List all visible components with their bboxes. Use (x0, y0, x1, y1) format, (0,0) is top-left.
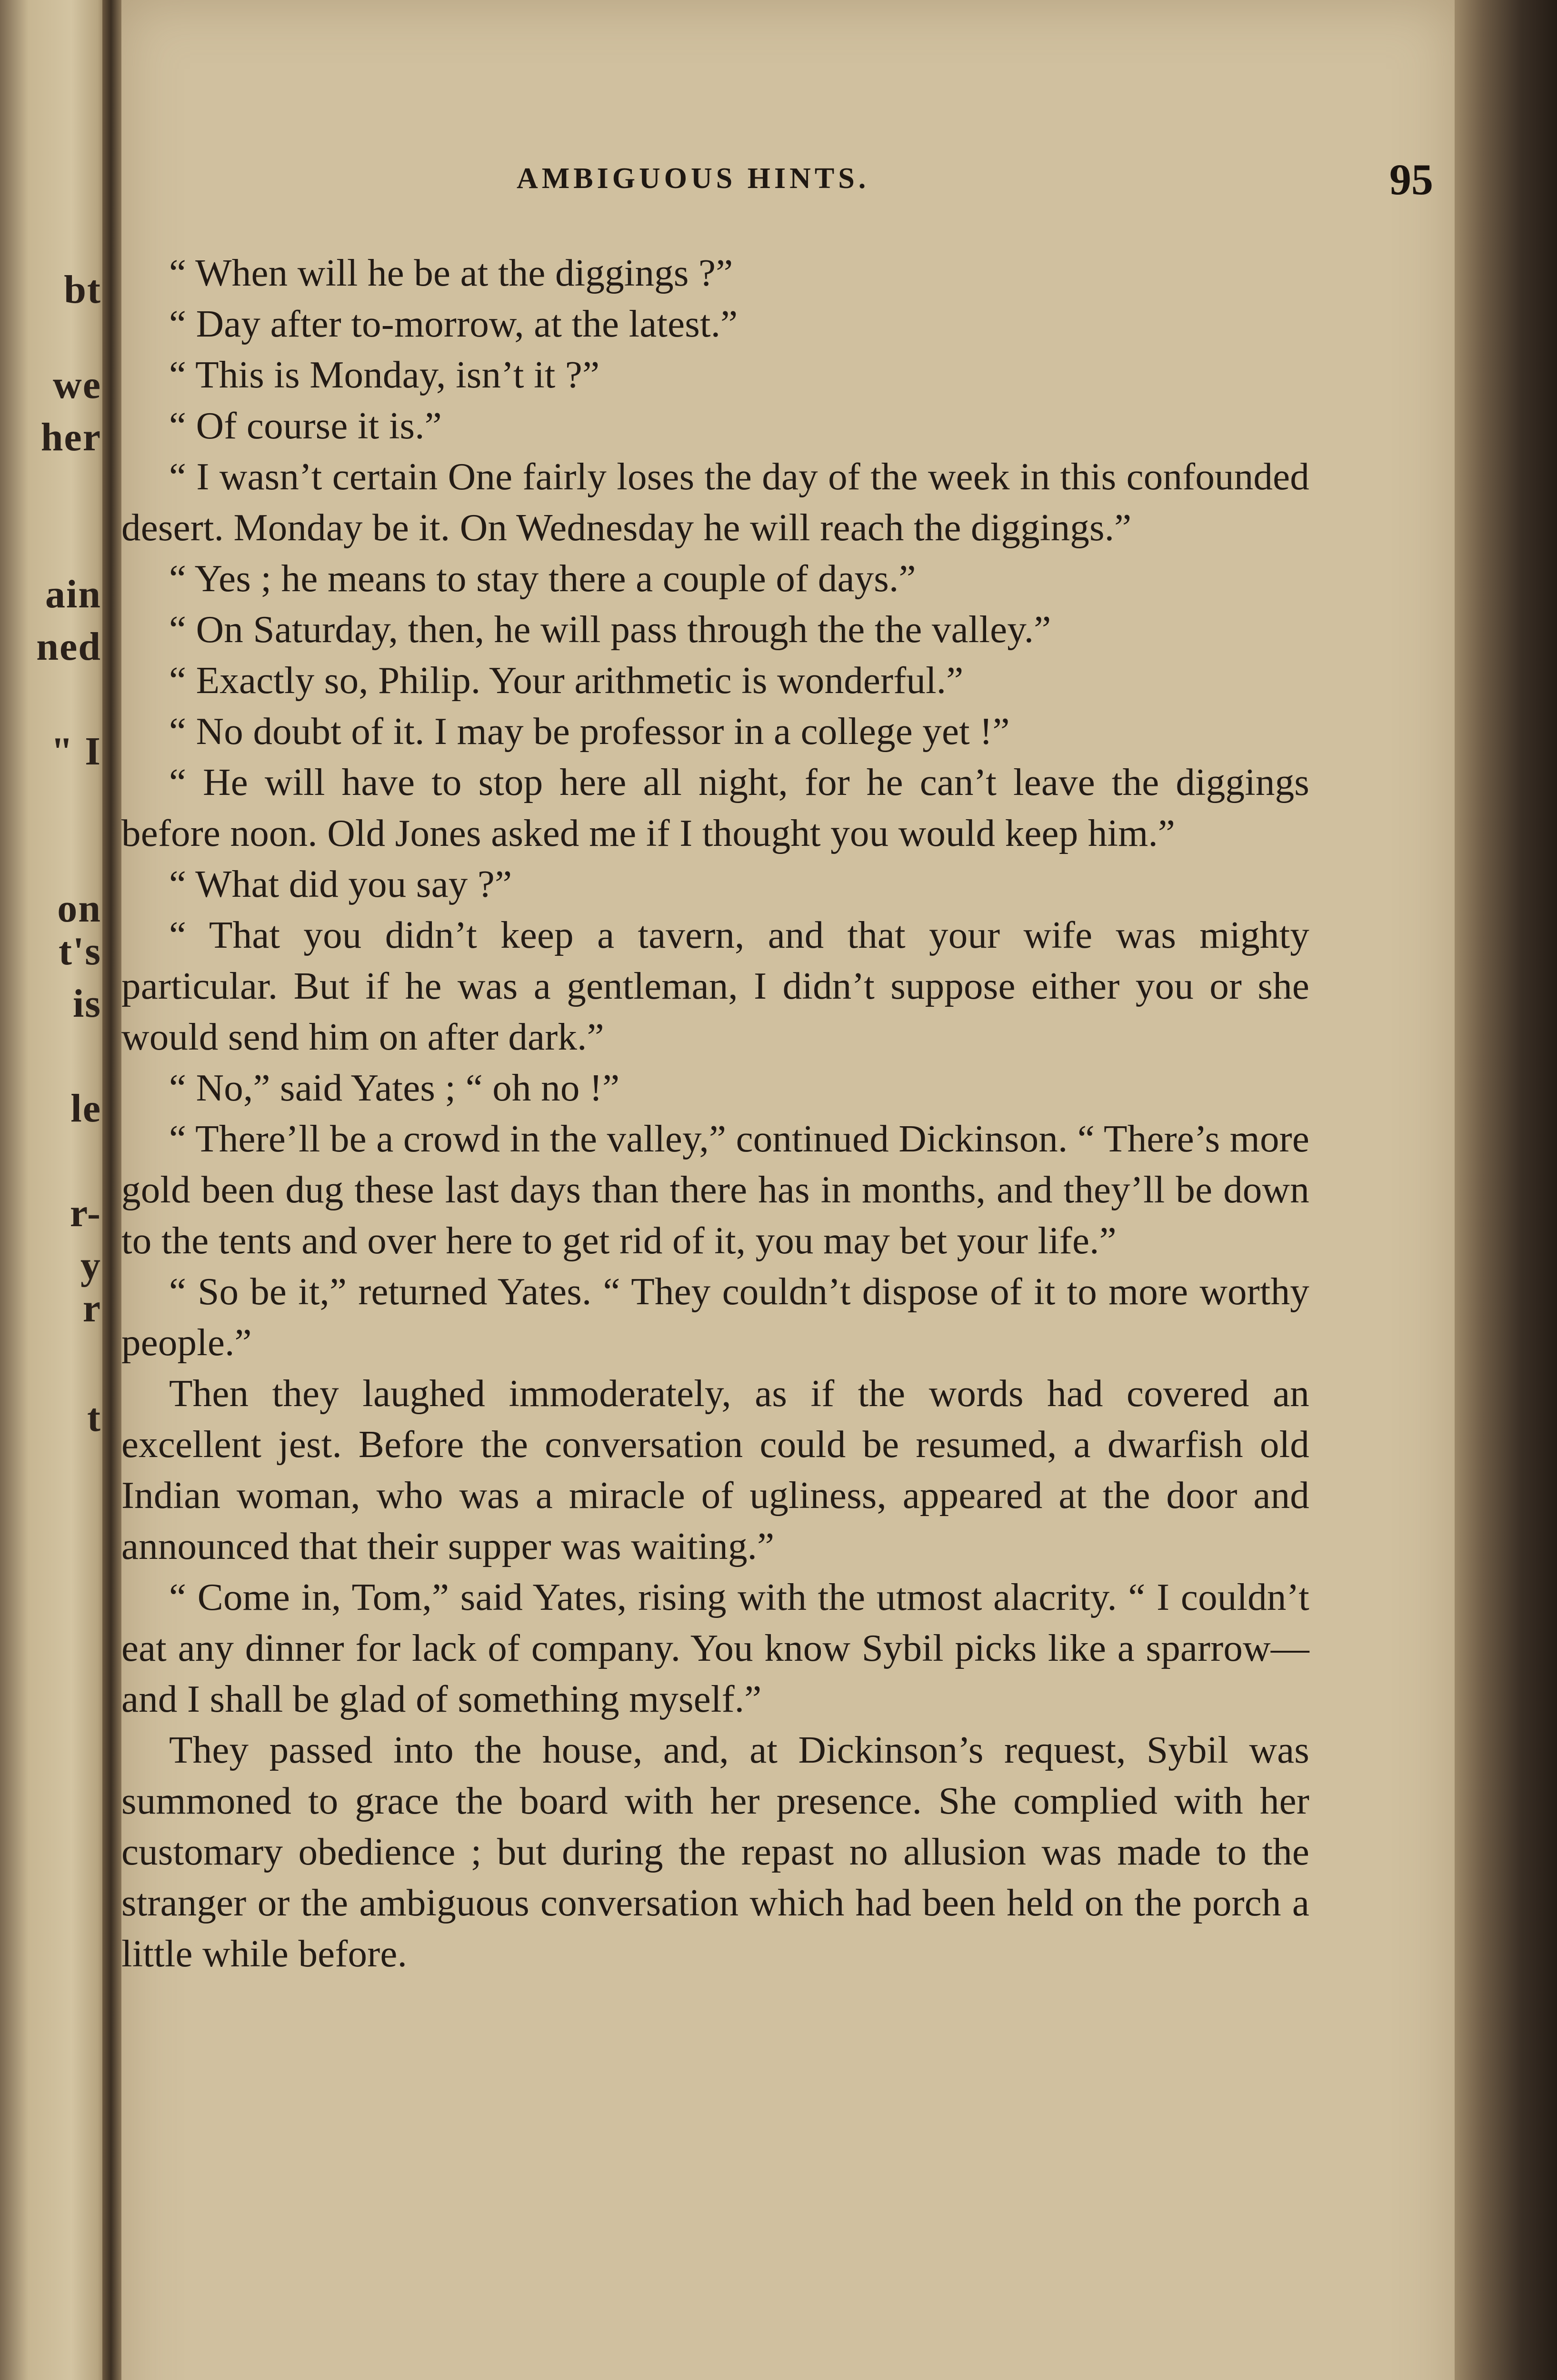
paragraph: “ Come in, Tom,” said Yates, rising with the utmost alacrity. “ I couldn’t eat any dinner for lack of company. You know Sybil picks like a sparrow—and I shall be glad of something myself.” (121, 1576, 1309, 1720)
paragraph: “ This is Monday, isn’t it ?” (169, 353, 600, 396)
paragraph: Then they laughed immoderately, as if the words had covered an excellent jest. Before the conversation could be resumed, a dwarfish old Indian woman, who was a miracle of ugliness, appeared at the door and announced that their supper was waiting.” (121, 1372, 1309, 1567)
facing-page-fragment: ain (45, 572, 101, 616)
facing-page-fragment: we (53, 363, 101, 407)
facing-page-fragment: t's (59, 929, 101, 973)
paragraph: “ Yes ; he means to stay there a couple of days.” (169, 557, 916, 600)
facing-page-fragment: " I (50, 729, 101, 774)
paragraph: “ What did you say ?” (169, 863, 512, 905)
page-number: 95 (1389, 155, 1433, 204)
running-head: AMBIGUOUS HINTS. (517, 162, 870, 195)
facing-page-fragment: y (80, 1243, 101, 1288)
paragraph: “ I wasn’t certain One fairly loses the day of the week in this confounded desert. Monday be it. On Wednesday he will reach the diggings.” (121, 455, 1309, 549)
paragraph: “ Day after to-morrow, at the latest.” (169, 302, 738, 345)
paragraph: “ That you didn’t keep a tavern, and that your wife was mighty particular. But if he was a gentleman, I didn’t suppose either you or she would send him on after dark.” (121, 913, 1309, 1058)
page-header (121, 155, 1455, 205)
facing-page-fragment: t (87, 1396, 101, 1440)
facing-page-fragment: le (70, 1086, 101, 1130)
paragraph: “ Exactly so, Philip. Your arithmetic is wonderful.” (169, 659, 964, 702)
body-text (121, 248, 1309, 1979)
book-page (121, 0, 1455, 2380)
facing-page-fragment: r- (70, 1191, 101, 1235)
facing-page-fragment: r (82, 1286, 101, 1330)
binding-shadow (1455, 0, 1557, 2380)
paragraph: “ When will he be at the diggings ?” (169, 251, 733, 294)
book-gutter (102, 0, 121, 2380)
facing-page-fragment: is (72, 982, 101, 1026)
paragraph: “ On Saturday, then, he will pass through the the valley.” (169, 608, 1051, 651)
paragraph: “ No,” said Yates ; “ oh no !” (169, 1066, 620, 1109)
paragraph: “ There’ll be a crowd in the valley,” continued Dickinson. “ There’s more gold been dug these last days than there has in months, and they’ll be down to the tents and over here to get rid of it, you may bet your life.” (121, 1117, 1310, 1262)
facing-page-fragment: bt (64, 268, 101, 312)
facing-page-edge (0, 0, 107, 2380)
paragraph: “ No doubt of it. I may be professor in a college yet !” (169, 710, 1010, 753)
paragraph: They passed into the house, and, at Dickinson’s request, Sybil was summoned to grace the board with her presence. She complied with her customary obedience ; but during the repast no allusion was made to the stranger or the ambiguous conversation which had been held on the porch a little while before. (121, 1728, 1309, 1975)
paragraph: “ Of course it is.” (169, 404, 442, 447)
facing-page-fragment: on (57, 886, 101, 931)
paragraph: “ So be it,” returned Yates. “ They couldn’t dispose of it to more worthy people.” (121, 1270, 1309, 1364)
facing-page-fragment: ned (36, 625, 101, 669)
paragraph: “ He will have to stop here all night, for he can’t leave the diggings before noon. Old Jones asked me if I thought you would keep him.” (121, 761, 1309, 854)
facing-page-fragment: her (40, 415, 101, 459)
